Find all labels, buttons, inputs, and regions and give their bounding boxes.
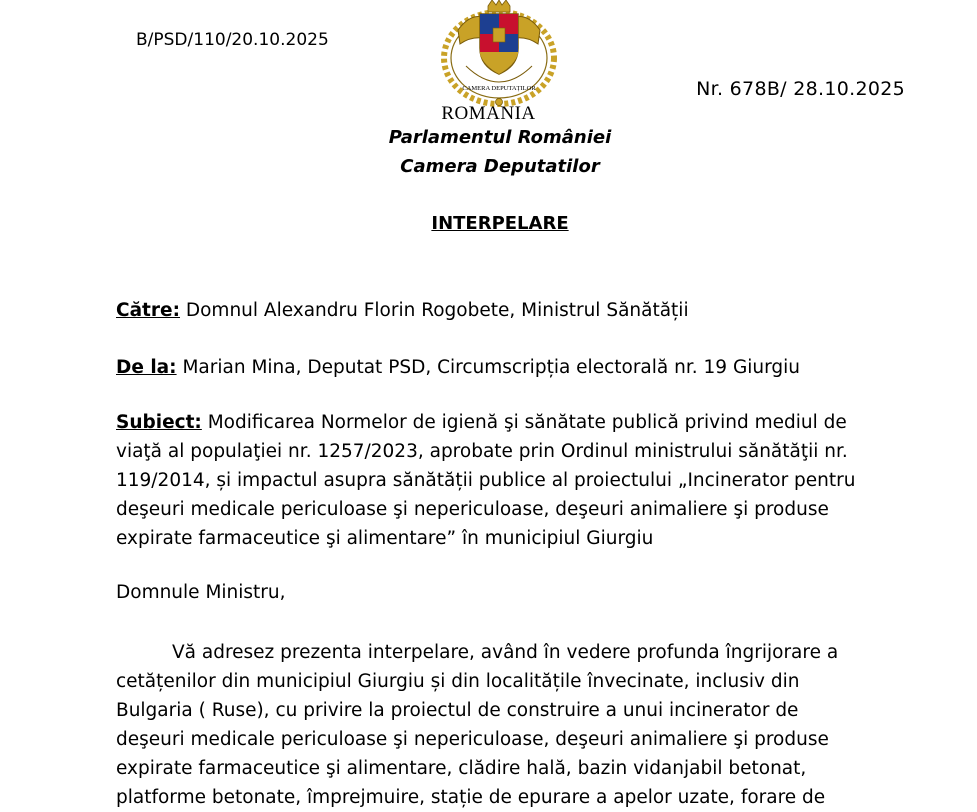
subject-line: expirate farmaceutice şi alimentare” în municipiul Giurgiu [116,528,654,549]
recipient-field [116,296,886,325]
salutation: Domnule Ministru, [116,582,286,603]
body-line: platforme betonate, împrejmuire, stație de epurare a apelor uzate, forare de [116,787,826,808]
subject-field [116,408,886,553]
body-line: deşeuri medicale periculoase şi nepericuloase, deşeuri animaliere şi produse [116,729,829,750]
document-title: INTERPELARE [431,213,569,234]
crest-text: CAMERA DEPUTAȚILOR [462,85,536,92]
country-name: ROMANIA [441,103,536,124]
body-line: cetățenilor din municipiul Giurgiu și din localitățile învecinate, inclusiv din [116,671,800,692]
institution-name: Parlamentul României [388,127,612,148]
sender-field [116,353,886,382]
subject-line: Modificarea Normelor de igienă şi sănătate publică privind mediul de [201,412,847,433]
romania-coat-of-arms-icon [436,0,562,108]
body-line: Bulgaria ( Ruse), cu privire la proiectul de construire a unui incinerator de [116,700,799,721]
body-line: expirate farmaceutice şi alimentare, clădire hală, bazin vidanjabil betonat, [116,758,807,779]
body-paragraph [116,638,876,812]
subject-label: Subiect: [116,412,202,433]
chamber-name: Camera Deputatilor [400,156,600,177]
subject-line: viaţă al populaţiei nr. 1257/2023, aprobate prin Ordinul ministrului sănătăţii nr. [116,441,848,462]
reference-number: B/PSD/110/20.10.2025 [136,30,329,50]
body-line: Vă adresez prezenta interpelare, având în vedere profunda îngrijorare a [172,642,839,663]
sender-label: De la: [116,357,177,378]
sender-value: Marian Mina, Deputat PSD, Circumscripția electorală nr. 19 Giurgiu [176,357,801,378]
registration-number: Nr. 678B/ 28.10.2025 [696,78,905,100]
recipient-label: Către: [116,300,180,321]
subject-line: deşeuri medicale periculoase şi nepericuloase, deşeuri animaliere şi produse [116,499,829,520]
subject-line: 119/2014, și impactul asupra sănătății publice al proiectului „Incinerator pentru [116,470,856,491]
recipient-value: Domnul Alexandru Florin Rogobete, Ministrul Sănătății [179,300,689,321]
